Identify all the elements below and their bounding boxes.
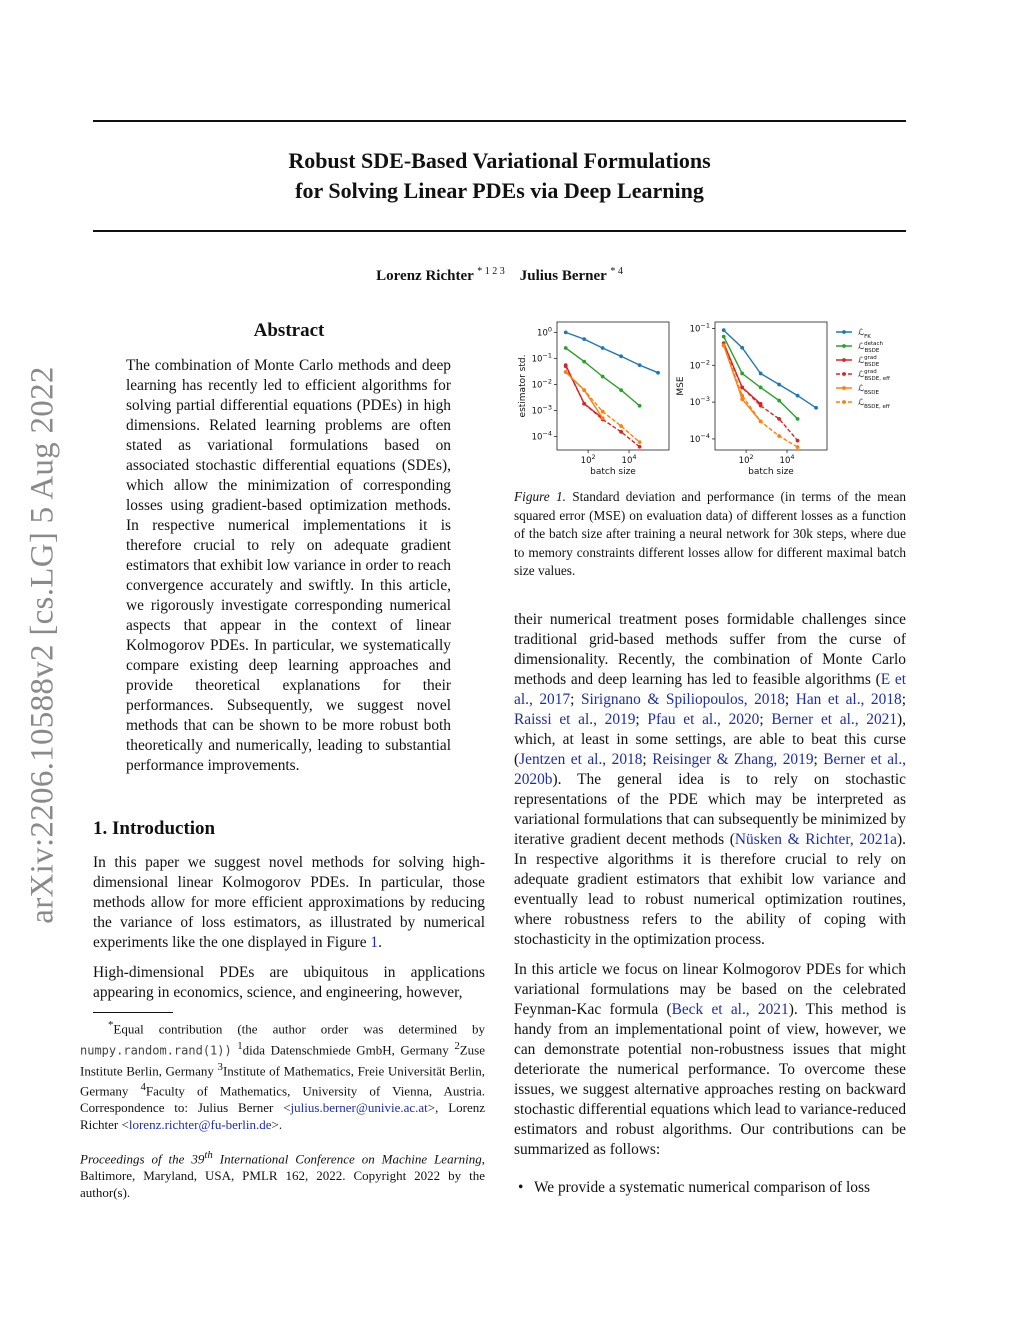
footnote-equal-contribution: Equal contribution (the author order was determined by <box>113 1021 485 1037</box>
right-paragraph-1: their numerical treatment poses formidable challenges since traditional grid-based methods suffer from the curse of dimensionality. Recently, the combination of Monte Carlo methods and deep learning has led to feasible algorithms (E et al., 2017; Sirignano & Spiliopoulos, 2018; Han et al., 2018; Raissi et al., 2019; Pfau et al., 2020; Berner et al., 2021), which, at least in some settings, are able to beat this curse (Jentzen et al., 2018; Reisinger & Zhang, 2019; Berner et al., 2020b). The general idea is to rely on stochastic representations of the PDE which may be interpreted as variational formulations that can subsequently be minimized by iterative gradient decent methods (Nüsken & Richter, 2021a). In respective algorithms it is therefore crucial to rely on adequate gradient estimators that exhibit low variance and eventually lead to robust numerical optimization routines, where robustness refers to the ability of coping with stochasticity in the optimization process. <box>514 611 907 948</box>
data-point <box>814 406 818 410</box>
data-point <box>601 410 605 414</box>
y-tick-label: $10^{-4}$ <box>531 429 552 443</box>
data-point <box>638 363 642 367</box>
legend-marker <box>842 344 846 348</box>
abstract-paragraph: The combination of Monte Carlo methods and deep learning has recently led to efficient algorithms for solving partial differential equations (PDEs) in high dimensions. Related learning problems are often stated as variational formulations based on associated stochastic differential equations (SDEs), which allow the minimization of corresponding losses using gradient-based optimization methods. In respective numerical implementations it is therefore crucial to rely on adequate gradient estimators that exhibit low variance in order to reach convergence accurately and swiftly. In this article, we rigorously investigate corresponding numerical aspects that appear in the context of linear Kolmogorov PDEs. In particular, we systematically compare existing deep learning approaches and provide theoretical explanations for their performances. Subsequently, we suggest novel methods that can be shown to be more robust both theoretically and numerically, leading to substantial performance improvements. <box>126 357 451 774</box>
footnote-code: numpy.random.rand(1)) <box>80 1043 232 1058</box>
footnote-corr: >, Lorenz Richter < <box>80 1100 485 1132</box>
proceedings-note <box>80 1147 485 1201</box>
y-axis-label: MSE <box>676 376 686 396</box>
footnote-affil-2: Zuse Institute Berlin, Germany <box>80 1042 486 1078</box>
author-2-affil: * 4 <box>610 266 623 277</box>
footnote-affil-3: Institute of Mathematics, Freie Universität Berlin, Germany <box>80 1062 485 1099</box>
legend-label: ℒ$_{BSDE, eff}$ <box>858 398 890 410</box>
series-line-0 <box>566 332 658 372</box>
x-tick-label: $10^4$ <box>621 453 637 466</box>
data-point <box>582 388 586 392</box>
footnote-affil-1: dida Datenschmiede GmbH, Germany <box>242 1042 449 1058</box>
footnote <box>80 1017 485 1201</box>
title-top-rule <box>93 120 906 122</box>
series-line-5 <box>566 372 640 442</box>
data-point <box>619 388 623 392</box>
x-axis-label: batch size <box>590 467 636 477</box>
data-point <box>638 440 642 444</box>
legend-label: ℒ$_{BSDE}$ <box>858 384 880 396</box>
data-point <box>601 375 605 379</box>
proc-prefix: Proceedings of the <box>80 1151 185 1167</box>
title-line-2: for Solving Linear PDEs via Deep Learning <box>295 178 704 203</box>
arxiv-id: arXiv:2206.10588v2 [cs.LG] 5 Aug 2022 <box>24 366 61 924</box>
author-2: Julius Berner <box>519 268 607 284</box>
title-bottom-rule <box>93 230 906 232</box>
cite-berner-2021[interactable]: Berner et al., 2021 <box>771 711 898 728</box>
data-point <box>564 346 568 350</box>
data-point <box>796 439 800 443</box>
email-link-richter[interactable]: lorenz.richter@fu-berlin.de <box>128 1116 272 1132</box>
legend-marker <box>842 400 846 404</box>
cite-raissi-2019[interactable]: Raissi et al., 2019 <box>514 711 636 728</box>
intro-body <box>93 853 485 1003</box>
proc-conference: International Conference on Machine Learning <box>219 1151 482 1167</box>
data-point <box>582 360 586 364</box>
author-1-affil: * 1 2 3 <box>477 266 505 277</box>
figure-ref-link[interactable]: 1 <box>370 934 379 951</box>
cite-han-2018[interactable]: Han et al., 2018 <box>795 691 902 708</box>
data-point <box>601 346 605 350</box>
email-link-berner[interactable]: julius.berner@univie.ac.at <box>290 1100 428 1116</box>
data-point <box>619 430 623 434</box>
y-tick-label: $10^{-3}$ <box>689 395 710 409</box>
data-point <box>740 372 744 376</box>
caption-text: Standard deviation and performance (in terms of the mean squared error (MSE) on evaluation data) of different losses as a function of the batch size after training a neural network for 30k steps, where due to memory constraints different losses allow for different maximal batch size values. <box>514 489 906 578</box>
plot-mse <box>676 321 827 477</box>
proc-number: 39 <box>191 1151 205 1167</box>
data-point <box>564 364 568 368</box>
right-column <box>514 610 906 1198</box>
rc-p2-b: ). This method is handy from an implementational point of view, however, we can demonstrate potential non-robustness issues that might deteriorate the numerical performance. To overcome these issues, we suggest alternative approaches resting on backward stochastic differential equations which lead to variance-reduced estimators and robust algorithms. Our contributions can be summarized as follows: <box>514 1001 907 1158</box>
bullet-dot: • <box>518 1179 524 1196</box>
legend-label: ℒ$^{grad}$ BSDE <box>858 355 880 368</box>
rc-p1-c: ). The general idea is to rely on stochastic representations of the PDE which may be interpreted as variational formulations that can subsequently be minimized by iterative gradient decent methods ( <box>514 771 906 848</box>
bullet-1-text: We provide a systematic numerical comparison of loss <box>534 1179 870 1196</box>
figure-1-caption <box>514 488 906 581</box>
y-tick-label: $10^{-1}$ <box>531 351 552 365</box>
data-point <box>796 394 800 398</box>
data-point <box>740 394 744 398</box>
cite-berner-2020b[interactable]: Berner et al., 2020b <box>514 751 907 788</box>
cite-e-2017[interactable]: E et al., 2017 <box>514 671 906 708</box>
intro-paragraph-2: High-dimensional PDEs are ubiquitous in applications appearing in economics, science, and engineering, however, <box>93 964 485 1001</box>
intro-heading: 1. Introduction <box>93 818 216 839</box>
contribution-bullet-1 <box>514 1178 906 1198</box>
cite-jentzen-2018[interactable]: Jentzen et al., 2018 <box>519 751 643 768</box>
x-tick-label: $10^2$ <box>580 453 596 466</box>
data-point <box>796 445 800 449</box>
data-point <box>759 386 763 390</box>
y-tick-label: $10^{-2}$ <box>531 377 552 391</box>
caption-label: Figure 1. <box>514 489 566 504</box>
cite-sirignano-2018[interactable]: Sirignano & Spiliopoulos, 2018 <box>580 691 785 708</box>
footnote-mark: * <box>108 1019 114 1031</box>
footnote-end: >. <box>271 1116 283 1132</box>
x-tick-label: $10^2$ <box>738 453 754 466</box>
title-line-1: Robust SDE-Based Variational Formulations <box>288 148 711 173</box>
series-line-5 <box>724 345 798 447</box>
intro-paragraph-1: In this paper we suggest novel methods for solving high-dimensional linear Kolmogorov PDEs. In particular, those methods allow for more efficient approximations by reducing the variance of loss estimators, as illustrated by numerical experiments like the one displayed in Figure 1. <box>93 854 485 951</box>
rc-p2-a: In this article we focus on linear Kolmogorov PDEs for which variational formulations may be based on the celebrated Feynman-Kac formula ( <box>514 961 906 1018</box>
legend-label: ℒ$^{detach}$ BSDE <box>858 341 884 354</box>
data-point <box>777 417 781 421</box>
data-point <box>777 399 781 403</box>
data-point <box>759 372 763 376</box>
y-tick-label: $10^{-2}$ <box>689 358 710 372</box>
data-point <box>740 346 744 350</box>
rc-p1-b: ), which, at least in some settings, are able to beat this curse ( <box>514 711 907 768</box>
data-point <box>777 434 781 438</box>
data-point <box>759 419 763 423</box>
data-point <box>656 371 660 375</box>
cite-pfau-2020[interactable]: Pfau et al., 2020 <box>647 711 760 728</box>
data-point <box>582 337 586 341</box>
y-tick-label: $10^0$ <box>537 325 552 339</box>
abstract-text <box>126 356 451 776</box>
cite-beck-2021[interactable]: Beck et al., 2021 <box>671 1001 789 1018</box>
x-tick-label: $10^4$ <box>779 453 795 466</box>
data-point <box>722 343 726 347</box>
data-point <box>564 370 568 374</box>
data-point <box>740 386 744 390</box>
rc-p1-d: ). In respective algorithms it is therefore crucial to rely on adequate gradient estimators that exhibit low variance and eventually lead to robust numerical optimization routines, where robustness refers to the ability of coping with stochasticity in the optimization process. <box>514 831 906 948</box>
legend-marker <box>842 358 846 362</box>
footnote-affil-4: Faculty of Mathematics, University of Vienna, Austria. Correspondence to: Julius Berner < <box>80 1083 486 1116</box>
y-tick-label: $10^{-1}$ <box>689 321 710 335</box>
footnote-rule <box>93 1012 173 1013</box>
plot-frame <box>557 322 669 450</box>
y-axis-label: estimator std. <box>518 354 528 418</box>
data-point <box>619 354 623 358</box>
data-point <box>601 416 605 420</box>
figure-legend <box>836 328 890 410</box>
cite-reisinger-2019[interactable]: Reisinger & Zhang, 2019 <box>652 751 814 768</box>
data-point <box>638 445 642 449</box>
legend-marker <box>842 386 846 390</box>
intro-p1-text: In this paper we suggest novel methods for solving high-dimensional linear Kolmogorov PDEs. In particular, those methods allow for more efficient approximations by reducing the variance of loss estimators, as illustrated by numerical experiments like the one displayed in Figure <box>93 854 485 951</box>
y-tick-label: $10^{-3}$ <box>531 403 552 417</box>
rc-p1-a: their numerical treatment poses formidable challenges since traditional grid-based methods suffer from the curse of dimensionality. Recently, the combination of Monte Carlo methods and deep learning has led to feasible algorithms ( <box>514 611 906 688</box>
authors <box>93 266 906 285</box>
right-paragraph-2 <box>514 960 906 1160</box>
plot-estimator-std <box>518 322 669 477</box>
data-point <box>722 328 726 332</box>
plot-frame <box>715 322 827 450</box>
data-point <box>564 330 568 334</box>
proc-details: , Baltimore, Maryland, USA, PMLR 162, 2022. Copyright 2022 by the author(s). <box>80 1151 486 1200</box>
author-1: Lorenz Richter <box>376 268 474 284</box>
legend-label: ℒ$_{FK}$ <box>858 328 871 340</box>
abstract-heading: Abstract <box>253 320 325 341</box>
legend-label: ℒ$^{grad}$ BSDE, eff <box>858 369 890 382</box>
proc-sup: th <box>204 1149 213 1162</box>
data-point <box>638 404 642 408</box>
legend-marker <box>842 330 846 334</box>
data-point <box>722 335 726 339</box>
y-tick-label: $10^{-4}$ <box>689 431 710 445</box>
figure-1-plots <box>512 318 912 478</box>
data-point <box>582 402 586 406</box>
data-point <box>796 417 800 421</box>
cite-nusken-2021a[interactable]: Nüsken & Richter, 2021a <box>734 831 898 848</box>
legend-marker <box>842 372 846 376</box>
series-line-0 <box>724 330 816 408</box>
data-point <box>777 383 781 387</box>
x-axis-label: batch size <box>748 467 794 477</box>
data-point <box>619 424 623 428</box>
paper-title <box>93 146 906 206</box>
footnote-affiliations: *Equal contribution (the author order was determined by numpy.random.rand(1)) $^1$dida Datenschmiede GmbH, Germany $^2$Zuse Institute Berlin, Germany $^3$Institute of Mathematics, Freie Universität Berlin, Germany $^4$Faculty of Mathematics, University of Vienna, Austria. Correspondence to: Julius Berner <julius.berner@univie.ac.at>, Lorenz Richter <lorenz.richter@fu-berlin.de>. <box>80 1019 486 1132</box>
data-point <box>759 404 763 408</box>
